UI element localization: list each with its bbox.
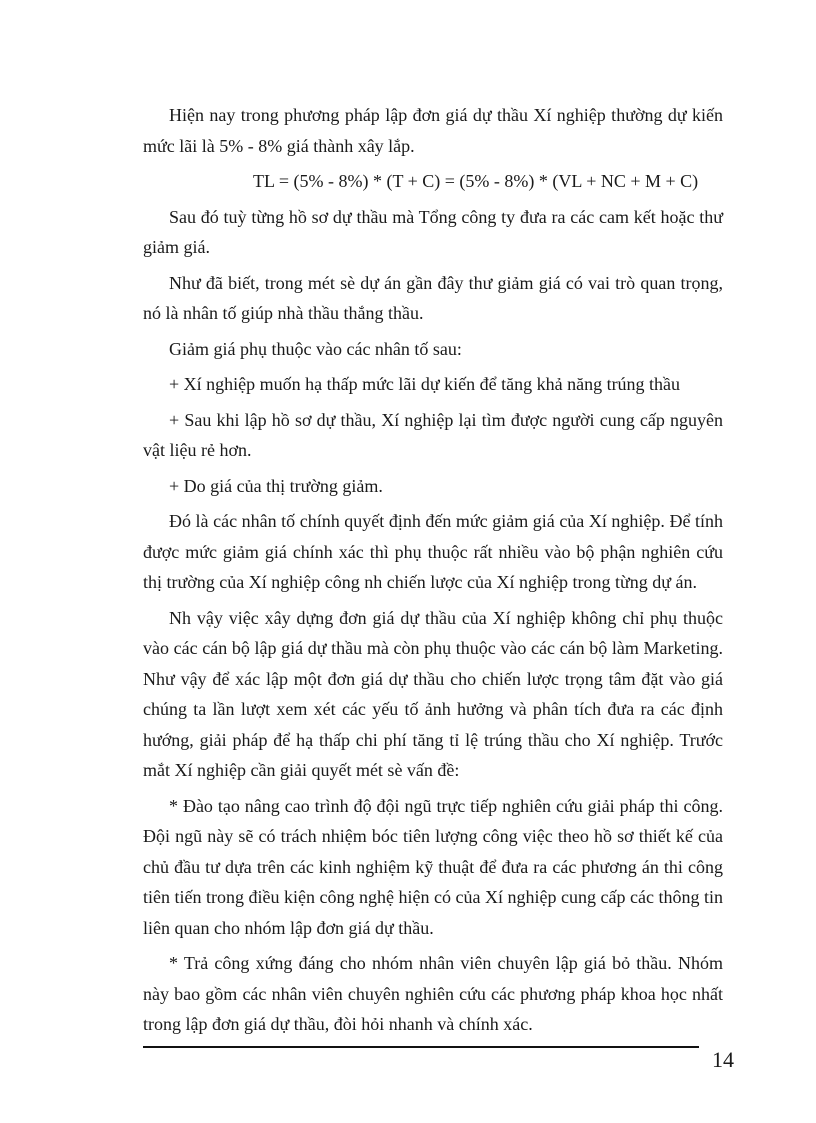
list-item-market-drop: + Do giá của thị trường giảm. <box>169 475 383 496</box>
page-number: 14 <box>712 1047 734 1072</box>
paragraph-training: * Đào tạo nâng cao trình độ đội ngũ trực tiếp nghiên cứu giải pháp thi công. Đội ngũ này sẽ có trách nhiệm bóc tiên lượng công việc theo hồ sơ thiết kế của chủ đầu tư dựa trên các kinh nghiệm kỹ thuật để đưa ra các phương án thi công tiên tiến trong điều kiện công nghệ hiện có của Xí nghiệp cung cấp các thông tin liên quan cho nhóm lập đơn giá dự thầu. <box>143 795 723 938</box>
paragraph-discount-letter: Sau đó tuỳ từng hồ sơ dự thầu mà Tổng công ty đưa ra các cam kết hoặc thư giảm giá. <box>143 206 723 257</box>
paragraph-main-factors: Đó là các nhân tố chính quyết định đến mức giảm giá của Xí nghiệp. Để tính được mức giảm giá chính xác thì phụ thuộc rất nhiều vào bộ phận nghiên cứu thị trường của Xí nghiệp công nh chiến lược của Xí nghiệp trong từng dự án. <box>143 511 723 592</box>
body-text <box>143 100 723 1045</box>
paragraph-compensation: * Trả công xứng đáng cho nhóm nhân viên chuyên lập giá bỏ thầu. Nhóm này bao gồm các nhân viên chuyên nghiên cứu các phương pháp khoa học nhất trong lập đơn giá dự thầu, đòi hỏi nhanh và chính xác. <box>143 953 723 1034</box>
list-item-cheaper-supplier: + Sau khi lập hồ sơ dự thầu, Xí nghiệp lại tìm được người cung cấp nguyên vật liệu rẻ hơn. <box>143 409 723 460</box>
footer-divider <box>143 1046 699 1048</box>
formula-profit: TL = (5% - 8%) * (T + C) = (5% - 8%) * (VL + NC + M + C) <box>253 171 699 191</box>
paragraph-discount-factors: Giảm giá phụ thuộc vào các nhân tố sau: <box>169 338 462 359</box>
paragraph-profit-margin: Hiện nay trong phương pháp lập đơn giá dự thầu Xí nghiệp thường dự kiến mức lãi là 5% - 8% giá thành xây lắp. <box>143 105 723 156</box>
paragraph-discount-role: Như đã biết, trong mét sè dự án gần đây thư giảm giá có vai trò quan trọng, nó là nhân tố giúp nhà thầu thắng thầu. <box>143 272 723 323</box>
paragraph-marketing: Nh vậy việc xây dựng đơn giá dự thầu của Xí nghiệp không chỉ phụ thuộc vào các cán bộ lập giá dự thầu mà còn phụ thuộc vào các cán bộ làm Marketing. Như vậy để xác lập một đơn giá dự thầu cho chiến lược trọng tâm đặt vào giá chúng ta lần lượt xem xét các yếu tố ảnh hưởng và phân tích đưa ra các định hướng, giải pháp để hạ thấp chi phí tăng tỉ lệ trúng thầu cho Xí nghiệp. Trước mắt Xí nghiệp cần giải quyết mét sè vấn đề: <box>143 607 723 780</box>
list-item-lower-margin: + Xí nghiệp muốn hạ thấp mức lãi dự kiến để tăng khả năng trúng thầu <box>169 374 681 394</box>
